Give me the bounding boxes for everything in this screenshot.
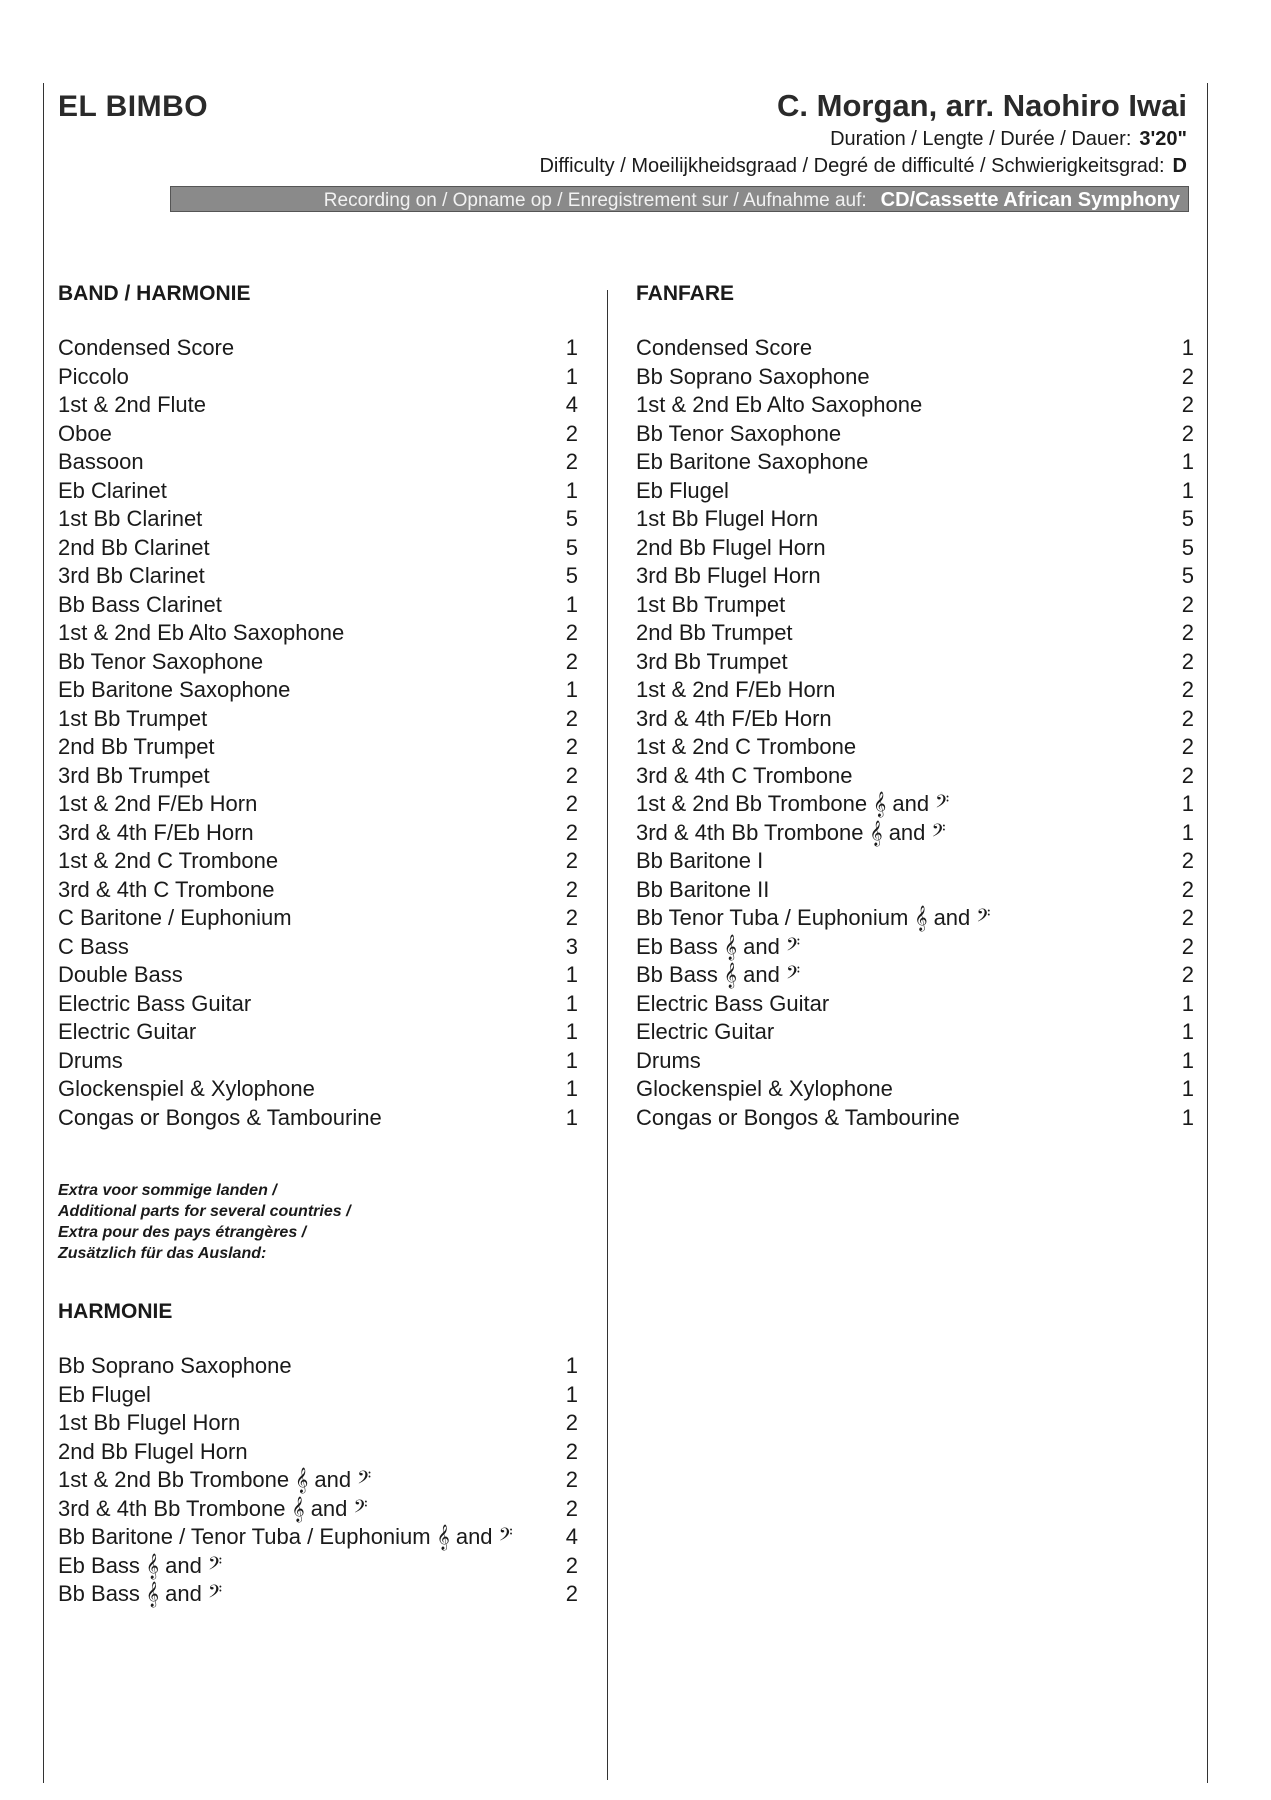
extra-note-line: Extra voor sommige landen /: [58, 1182, 277, 1199]
part-row: [58, 1438, 578, 1467]
part-row: [58, 676, 578, 705]
part-name: C Bass: [58, 933, 129, 959]
part-name: Bb Baritone II: [636, 876, 770, 902]
part-name: 1st & 2nd F/Eb Horn: [636, 677, 836, 702]
part-name: Congas or Bongos & Tambourine: [58, 1104, 382, 1130]
part-quantity: 1: [565, 591, 578, 617]
part-quantity: 2: [1181, 876, 1194, 902]
part-row: [58, 819, 578, 848]
part-quantity: 2: [1181, 648, 1194, 674]
part-quantity: 5: [1181, 563, 1194, 588]
part-name: 1st & 2nd Eb Alto Saxophone: [58, 620, 345, 645]
part-row: [58, 619, 578, 648]
part-row: [58, 1495, 578, 1524]
extra-note-line: Zusätzlich für das Ausland:: [58, 1245, 267, 1262]
part-row: [636, 933, 1194, 962]
part-quantity: 2: [565, 762, 578, 788]
part-quantity: 1: [565, 1104, 578, 1130]
part-row: [636, 990, 1194, 1019]
right-margin-rule: [1207, 83, 1208, 1783]
part-row: [58, 733, 578, 762]
part-row: [636, 790, 1194, 819]
band-column: [58, 282, 578, 1132]
part-row: [58, 1523, 578, 1552]
part-name: 2nd Bb Flugel Horn: [58, 1438, 248, 1464]
part-name: Oboe: [58, 420, 112, 446]
part-quantity: 1: [565, 1047, 578, 1073]
part-name: Eb Baritone Saxophone: [636, 449, 869, 474]
part-name: Drums: [58, 1047, 123, 1073]
composer-arranger: C. Morgan, arr. Naohiro Iwai: [777, 88, 1187, 123]
part-quantity: 1: [565, 1019, 578, 1044]
part-quantity: 2: [565, 1467, 578, 1492]
part-name: Congas or Bongos & Tambourine: [636, 1104, 960, 1130]
part-name: Eb Flugel: [636, 477, 729, 503]
left-margin-rule: [43, 83, 44, 1783]
part-quantity: 1: [565, 990, 578, 1016]
part-name: Bassoon: [58, 449, 144, 474]
part-quantity: 2: [565, 1410, 578, 1435]
part-row: [636, 961, 1194, 990]
part-name: Eb Flugel: [58, 1381, 151, 1407]
part-row: [58, 705, 578, 734]
part-row: [58, 562, 578, 591]
recording-bar: [170, 186, 1189, 212]
part-row: [636, 448, 1194, 477]
part-name: 1st & 2nd Bb Trombone 𝄞 and 𝄢: [636, 791, 950, 816]
harmonie-parts-list: [58, 1352, 578, 1609]
part-row: [636, 534, 1194, 563]
part-quantity: 1: [565, 677, 578, 702]
part-quantity: 5: [565, 563, 578, 588]
part-quantity: 1: [1181, 990, 1194, 1016]
part-row: [58, 1552, 578, 1581]
part-row: [636, 762, 1194, 791]
part-name: Eb Baritone Saxophone: [58, 677, 291, 702]
part-name: Bb Baritone / Tenor Tuba / Euphonium 𝄞 and 𝄢: [58, 1524, 513, 1549]
piece-title: EL BIMBO: [58, 90, 209, 123]
part-row: [58, 1104, 578, 1133]
part-row: [58, 876, 578, 905]
part-quantity: 1: [1181, 1019, 1194, 1044]
part-name: 1st & 2nd Flute: [58, 392, 206, 417]
part-row: [636, 363, 1194, 392]
part-name: 3rd Bb Trumpet: [58, 762, 210, 788]
part-quantity: 1: [565, 335, 578, 360]
column-divider: [607, 290, 608, 1780]
part-row: [636, 619, 1194, 648]
part-quantity: 2: [1181, 677, 1194, 702]
part-quantity: 2: [1181, 734, 1194, 759]
part-quantity: 3: [565, 933, 578, 959]
part-row: [636, 1018, 1194, 1047]
extra-note-line: Extra pour des pays étrangères /: [58, 1224, 307, 1241]
part-name: Condensed Score: [58, 335, 235, 360]
part-name: 1st Bb Flugel Horn: [58, 1410, 241, 1435]
part-row: [636, 1047, 1194, 1076]
part-row: [636, 562, 1194, 591]
part-row: [636, 733, 1194, 762]
part-quantity: 2: [1181, 905, 1194, 930]
part-quantity: 1: [1181, 477, 1194, 503]
part-row: [58, 961, 578, 990]
part-name: 1st Bb Flugel Horn: [636, 506, 819, 531]
part-name: 2nd Bb Clarinet: [58, 534, 210, 560]
part-quantity: 2: [565, 1552, 578, 1578]
part-quantity: 1: [1181, 819, 1194, 845]
part-name: Electric Guitar: [58, 1019, 197, 1044]
part-row: [636, 819, 1194, 848]
fanfare-parts-list: [636, 334, 1194, 1132]
part-name: 1st & 2nd F/Eb Horn: [58, 791, 258, 816]
fanfare-column: [636, 282, 1194, 1132]
difficulty-label: Difficulty / Moeilijkheidsgraad / Degré de difficulté / Schwierigkeitsgrad:: [539, 155, 1165, 177]
part-row: [58, 391, 578, 420]
part-name: Eb Clarinet: [58, 477, 167, 503]
part-name: Glockenspiel & Xylophone: [636, 1076, 893, 1101]
part-quantity: 2: [565, 449, 578, 474]
difficulty-value: D: [1172, 155, 1187, 177]
part-name: 3rd & 4th Bb Trombone 𝄞 and 𝄢: [58, 1495, 368, 1521]
part-quantity: 2: [1181, 705, 1194, 731]
difficulty-line: [539, 155, 1187, 178]
duration-label: Duration / Lengte / Durée / Dauer:: [830, 128, 1132, 150]
part-quantity: 2: [565, 420, 578, 446]
part-quantity: 2: [1181, 933, 1194, 959]
part-quantity: 2: [1181, 962, 1194, 987]
part-row: [636, 477, 1194, 506]
part-row: [58, 933, 578, 962]
extra-parts-note: [58, 1180, 478, 1264]
part-quantity: 2: [1181, 392, 1194, 417]
part-quantity: 1: [565, 1353, 578, 1378]
part-quantity: 2: [1181, 363, 1194, 389]
part-name: Electric Bass Guitar: [58, 990, 252, 1016]
part-name: 3rd & 4th F/Eb Horn: [636, 705, 832, 731]
part-row: [58, 1381, 578, 1410]
part-name: 1st Bb Clarinet: [58, 506, 203, 531]
part-quantity: 1: [565, 962, 578, 987]
part-name: C Baritone / Euphonium: [58, 905, 292, 930]
part-name: 2nd Bb Flugel Horn: [636, 534, 826, 560]
part-row: [636, 1104, 1194, 1133]
band-parts-list: [58, 334, 578, 1132]
part-quantity: 1: [565, 1076, 578, 1101]
part-name: 3rd Bb Clarinet: [58, 563, 205, 588]
part-row: [58, 790, 578, 819]
part-name: Bb Baritone I: [636, 848, 764, 873]
part-row: [58, 534, 578, 563]
recording-label: Recording on / Opname op / Enregistrement sur / Aufnahme auf:: [323, 190, 867, 211]
part-quantity: 1: [1181, 1104, 1194, 1130]
part-quantity: 5: [565, 534, 578, 560]
part-name: 3rd Bb Trumpet: [636, 648, 788, 674]
part-row: [58, 420, 578, 449]
part-row: [636, 847, 1194, 876]
part-row: [636, 420, 1194, 449]
part-row: [58, 990, 578, 1019]
part-name: 3rd Bb Flugel Horn: [636, 563, 821, 588]
duration-value: 3'20": [1139, 128, 1187, 150]
part-name: Drums: [636, 1047, 701, 1073]
harmonie-heading: HARMONIE: [58, 1300, 173, 1323]
part-quantity: 2: [565, 734, 578, 759]
part-row: [636, 591, 1194, 620]
harmonie-column: [58, 1300, 578, 1609]
part-row: [58, 363, 578, 392]
part-quantity: 2: [565, 876, 578, 902]
part-name: 2nd Bb Trumpet: [58, 734, 215, 759]
recording-value: CD/Cassette African Symphony: [880, 189, 1180, 211]
part-name: Bb Bass 𝄞 and 𝄢: [636, 962, 801, 987]
part-name: Electric Guitar: [636, 1019, 775, 1044]
part-name: Glockenspiel & Xylophone: [58, 1076, 315, 1101]
part-row: [58, 1047, 578, 1076]
part-name: 3rd & 4th C Trombone: [636, 762, 853, 788]
part-name: Bb Soprano Saxophone: [636, 363, 870, 389]
part-row: [636, 1075, 1194, 1104]
part-quantity: 2: [565, 620, 578, 645]
part-name: 1st & 2nd C Trombone: [58, 848, 279, 873]
part-quantity: 1: [1181, 335, 1194, 360]
part-name: 1st Bb Trumpet: [58, 705, 208, 731]
band-heading: BAND / HARMONIE: [58, 282, 251, 305]
part-row: [58, 505, 578, 534]
part-quantity: 5: [565, 506, 578, 531]
part-quantity: 5: [1181, 506, 1194, 531]
part-name: 3rd & 4th C Trombone: [58, 876, 275, 902]
part-row: [58, 648, 578, 677]
part-row: [58, 334, 578, 363]
part-quantity: 1: [1181, 1047, 1194, 1073]
part-row: [58, 1580, 578, 1609]
part-row: [58, 448, 578, 477]
part-quantity: 1: [565, 1381, 578, 1407]
part-quantity: 1: [1181, 449, 1194, 474]
part-name: Bb Bass 𝄞 and 𝄢: [58, 1581, 223, 1606]
part-row: [58, 1018, 578, 1047]
part-quantity: 2: [565, 791, 578, 816]
part-name: Eb Bass 𝄞 and 𝄢: [58, 1552, 223, 1578]
part-quantity: 5: [1181, 534, 1194, 560]
part-name: 1st Bb Trumpet: [636, 591, 786, 617]
fanfare-heading: FANFARE: [636, 282, 735, 305]
part-quantity: 4: [565, 392, 578, 417]
part-quantity: 2: [565, 1438, 578, 1464]
part-name: 1st & 2nd C Trombone: [636, 734, 857, 759]
duration-line: [830, 128, 1187, 151]
part-row: [636, 648, 1194, 677]
part-row: [636, 705, 1194, 734]
part-row: [58, 904, 578, 933]
part-row: [58, 1075, 578, 1104]
part-row: [58, 1466, 578, 1495]
part-row: [58, 762, 578, 791]
part-name: Bb Soprano Saxophone: [58, 1353, 292, 1378]
part-quantity: 2: [565, 705, 578, 731]
part-row: [636, 676, 1194, 705]
part-quantity: 2: [1181, 848, 1194, 873]
part-name: 3rd & 4th Bb Trombone 𝄞 and 𝄢: [636, 819, 946, 845]
part-row: [636, 391, 1194, 420]
part-quantity: 2: [565, 648, 578, 674]
part-row: [636, 904, 1194, 933]
part-quantity: 2: [1181, 762, 1194, 788]
part-row: [58, 847, 578, 876]
part-name: 1st & 2nd Bb Trombone 𝄞 and 𝄢: [58, 1467, 372, 1492]
part-name: Piccolo: [58, 363, 129, 389]
part-quantity: 2: [1181, 620, 1194, 645]
part-quantity: 1: [565, 477, 578, 503]
part-name: Bb Bass Clarinet: [58, 591, 222, 617]
part-name: Double Bass: [58, 962, 183, 987]
part-row: [636, 876, 1194, 905]
part-row: [58, 477, 578, 506]
extra-note-line: Additional parts for several countries /: [58, 1203, 351, 1220]
part-name: Electric Bass Guitar: [636, 990, 830, 1016]
part-name: 3rd & 4th F/Eb Horn: [58, 819, 254, 845]
part-name: Bb Tenor Saxophone: [58, 648, 264, 674]
part-row: [58, 1352, 578, 1381]
part-row: [58, 1409, 578, 1438]
part-name: Bb Tenor Tuba / Euphonium 𝄞 and 𝄢: [636, 905, 991, 930]
part-quantity: 2: [565, 819, 578, 845]
part-quantity: 1: [565, 363, 578, 389]
part-quantity: 1: [1181, 791, 1194, 816]
part-name: 2nd Bb Trumpet: [636, 620, 793, 645]
part-quantity: 4: [565, 1524, 578, 1549]
part-quantity: 2: [565, 848, 578, 873]
part-name: Condensed Score: [636, 335, 813, 360]
part-quantity: 2: [565, 905, 578, 930]
part-name: Eb Bass 𝄞 and 𝄢: [636, 933, 801, 959]
part-name: Bb Tenor Saxophone: [636, 420, 842, 446]
part-row: [636, 505, 1194, 534]
part-row: [636, 334, 1194, 363]
part-quantity: 2: [565, 1495, 578, 1521]
part-row: [58, 591, 578, 620]
part-quantity: 2: [565, 1581, 578, 1606]
part-quantity: 2: [1181, 591, 1194, 617]
part-quantity: 1: [1181, 1076, 1194, 1101]
part-quantity: 2: [1181, 420, 1194, 446]
part-name: 1st & 2nd Eb Alto Saxophone: [636, 392, 923, 417]
